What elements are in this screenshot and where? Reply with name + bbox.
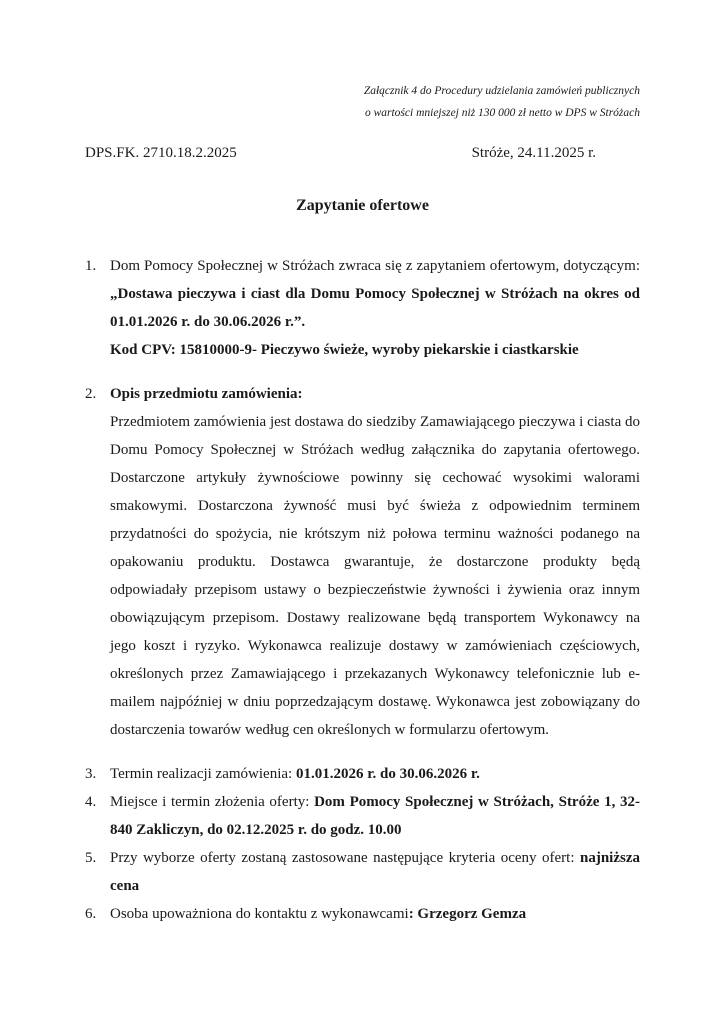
item-3-value: 01.01.2026 r. do 30.06.2026 r. <box>295 766 480 782</box>
item-content <box>110 900 640 928</box>
list-item-2 <box>85 380 640 744</box>
annex-note-line2: o wartości mniejszej niż 130 000 zł netto w DPS w Stróżach <box>364 107 640 119</box>
document-title: Zapytanie ofertowe <box>296 197 429 214</box>
item-1-cpv: Kod CPV: 15810000-9- Pieczywo świeże, wyroby piekarskie i ciastkarskie <box>110 342 579 358</box>
item-number: 1. <box>85 258 97 274</box>
item-1-intro: Dom Pomocy Społecznej w Stróżach zwraca się z zapytaniem ofertowym, dotyczącym: <box>110 258 640 274</box>
item-number: 4. <box>85 794 97 810</box>
list-item-4 <box>85 788 640 844</box>
place-date: Stróże, 24.11.2025 r. <box>471 145 596 161</box>
list-item-1 <box>85 252 640 364</box>
item-content <box>110 760 640 788</box>
item-4-label: Miejsce i termin złożenia oferty: <box>110 794 315 810</box>
reference-row <box>85 142 640 164</box>
item-2-body: Przedmiotem zamówienia jest dostawa do siedziby Zamawiającego pieczywa i ciasta do Domu Pomocy Społecznej w Stróżach według załącznika do zapytania ofertowego. Dostarczone artykuły żywnościowe powinny się cechować wysokimi walorami smakowymi. Dostarczona żywność musi być świeża z odpowiednim terminem przydatności do spożycia, nie krótszym niż połowa terminu ważności podanego na opakowaniu produktu. Dostawca gwarantuje, że dostarczone produkty będą odpowiadały przepisom ustawy o bezpieczeństwie żywności i żywienia oraz innym obowiązującym przepisom. Dostawy realizowane będą transportem Wykonawcy na jego koszt i ryzyko. Wykonawca realizuje dostawy w zamówieniach częściowych, określonych przez Zamawiającego i przekazanych Wykonawcy telefonicznie lub e-mailem najpóźniej w dniu poprzedzającym dostawę. Wykonawca jest zobowiązany do dostarczenia towarów według cen określonych w formularzu ofertowym. <box>110 414 640 738</box>
annex-note <box>85 80 640 124</box>
item-6-label: Osoba upoważniona do kontaktu z wykonawcami <box>110 906 409 922</box>
item-number: 2. <box>85 386 97 402</box>
annex-note-line1: Załącznik 4 do Procedury udzielania zamówień publicznych <box>363 85 640 97</box>
item-4-value: Dom Pomocy Społecznej w Stróżach, Stróże 1, 32-840 Zakliczyn, do 02.12.2025 r. do godz. 10.00 <box>110 794 640 838</box>
item-number: 6. <box>85 906 97 922</box>
item-1-subject: „Dostawa pieczywa i ciast dla Domu Pomocy Społecznej w Stróżach na okres od 01.01.2026 r. do 30.06.2026 r.”. <box>110 286 640 330</box>
list-item-6 <box>85 900 640 928</box>
list-item-5 <box>85 844 640 900</box>
item-5-label: Przy wyborze oferty zostaną zastosowane następujące kryteria oceny ofert: <box>110 850 580 866</box>
item-6-value: : Grzegorz Gemza <box>408 906 527 922</box>
item-number: 5. <box>85 850 97 866</box>
list-item-3 <box>85 760 640 788</box>
item-content <box>110 380 640 744</box>
numbered-list <box>85 252 640 928</box>
item-number: 3. <box>85 766 97 782</box>
item-2-heading: Opis przedmiotu zamówienia: <box>110 386 303 402</box>
item-content <box>110 788 640 844</box>
item-3-label: Termin realizacji zamówienia: <box>110 766 296 782</box>
item-5-value: najniższa cena <box>110 850 640 894</box>
reference-number: DPS.FK. 2710.18.2.2025 <box>85 145 237 161</box>
item-content <box>110 844 640 900</box>
item-content <box>110 252 640 364</box>
